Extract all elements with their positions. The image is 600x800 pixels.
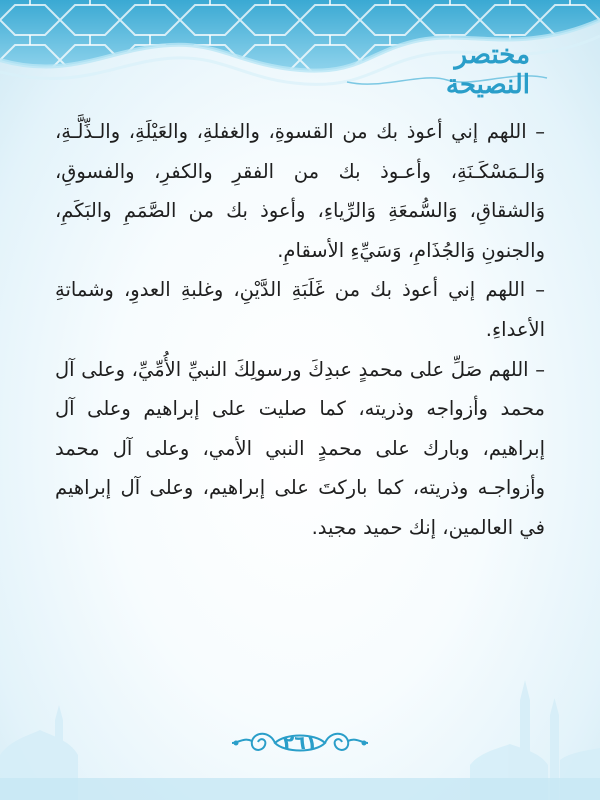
- paragraph-3: – اللهم صَلِّ على محمدٍ عبدِكَ ورسولِكَ النبيِّ الأُمِّيِّ، وعلى آل محمد وأزواجه وذريته، كما صليت على إبراهيم وعلى آل إبراهيم، وبارك على محمدٍ النبي الأمي، وعلى آل محمد وأزواجـه وذريته، كما باركتَ على إبراهيم، وعلى آل إبراهيم في العالمين، إنك حميد مجيد.: [55, 357, 545, 539]
- book-title: مختصر النصيحة: [445, 40, 530, 100]
- main-text: [55, 112, 545, 552]
- paragraph-2: – اللهم إني أعوذ بك من غَلَبَةِ الدَّيْنِ، وغلبةِ العدوِ، وشماتةِ الأعداءِ.: [55, 278, 545, 341]
- page-number: ٢٦١: [282, 732, 318, 754]
- page-number-frame: [230, 723, 370, 763]
- paragraph-1: – اللهم إني أعوذ بك من القسوةِ، والغفلةِ، والعَيْلَةِ، والـذِّلَّـةِ، وَالـمَسْكَـنَةِ، وأعـوذ بك من الفقرِ والكفرِ، والفسوقِ، وَالشقاقِ، وَالسُّمعَةِ وَالرِّياءِ، وأعوذ بك من الصَّمَمِ والبَكَمِ، والجنونِ وَالجُذَامِ، وَسَيِّءِ الأسقامِ.: [55, 120, 545, 262]
